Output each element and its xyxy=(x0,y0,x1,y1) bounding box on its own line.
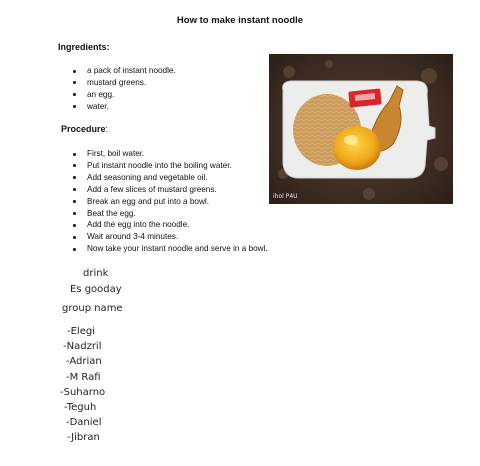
drink-value: Es gooday xyxy=(70,284,122,295)
list-item: Break an egg and put into a bowl. xyxy=(87,196,268,208)
noodle-photo xyxy=(269,54,453,204)
list-item: -Jibran xyxy=(67,432,100,444)
list-item: Add a few slices of mustard greens. xyxy=(87,184,268,196)
list-item: -Adrian xyxy=(66,356,102,368)
list-item: water. xyxy=(87,101,176,113)
procedure-heading xyxy=(61,124,108,134)
list-item: First, boil water. xyxy=(87,148,268,160)
list-item: Wait around 3-4 minutes. xyxy=(87,231,268,243)
procedure-list xyxy=(87,148,268,255)
list-item: -Teguh xyxy=(64,402,97,414)
ingredients-list xyxy=(87,65,176,113)
list-item: -Nadzril xyxy=(63,341,102,353)
list-item: mustard greens. xyxy=(87,77,176,89)
list-item: Now take your instant noodle and serve in a bowl. xyxy=(87,244,268,254)
list-item: Add the egg into the noodle. xyxy=(87,219,268,231)
list-item: Add seasoning and vegetable oil. xyxy=(87,172,268,184)
list-item: -Suharno xyxy=(60,386,106,398)
list-item: -M Rafi xyxy=(66,371,101,383)
list-item: an egg. xyxy=(87,89,176,101)
drink-label: drink xyxy=(83,268,109,279)
list-item: Beat the egg. xyxy=(87,208,268,220)
photo-egg xyxy=(333,126,381,170)
list-item: Put instant noodle into the boiling water. xyxy=(87,160,268,172)
list-item: -Elegi xyxy=(67,326,95,337)
procedure-heading-colon: : xyxy=(105,124,109,134)
group-members-list xyxy=(60,324,105,446)
document-title: How to make instant noodle xyxy=(176,15,304,26)
group-name-label: group name xyxy=(62,303,123,314)
list-item: -Daniel xyxy=(66,417,102,429)
photo-watermark: ihol P4U xyxy=(273,193,298,200)
list-item: a pack of instant noodle. xyxy=(87,66,176,75)
procedure-heading-text: Procedure xyxy=(61,124,106,134)
ingredients-heading: Ingredients: xyxy=(58,42,110,52)
